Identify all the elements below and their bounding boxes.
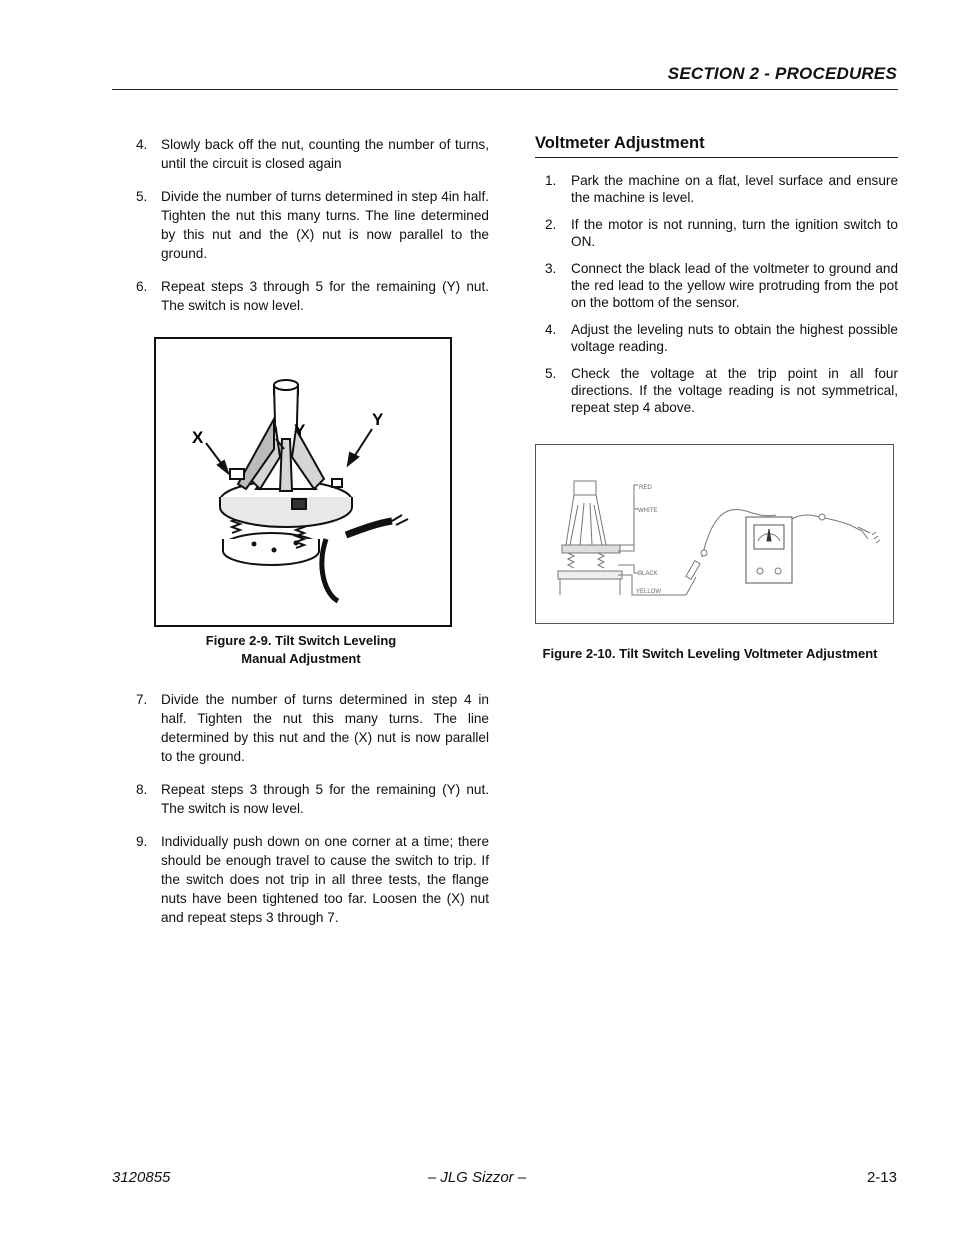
step-text: Repeat steps 3 through 5 for the remaining (Y) nut. The switch is now level. [161,782,489,816]
step-number: 3. [545,261,557,276]
step-number: 8. [136,782,148,797]
step-number: 5. [545,366,557,381]
figure-voltmeter-adjustment [535,444,894,624]
left-steps-upper [136,135,489,315]
step-text: Divide the number of turns determined in step 4 in half. Tighten the nut this many turns. The line determined by this nut and the (X) nut is now parallel to the ground. [161,692,489,764]
caption-line: Manual Adjustment [241,651,361,666]
step-text: Check the voltage at the trip point in all four directions. If the voltage reading is not symmetrical, repeat step 4 above. [571,366,898,415]
step-text: Park the machine on a flat, level surface and ensure the machine is level. [571,173,898,205]
section-title: SECTION 2 - PROCEDURES [667,64,897,83]
figure-10-caption: Figure 2-10. Tilt Switch Leveling Voltmeter Adjustment [542,646,878,661]
step-text: Slowly back off the nut, counting the number of turns, until the circuit is closed again [161,137,489,171]
step-text: Individually push down on one corner at a time; there should be enough travel to cause the switch to trip. If the switch does not trip in all three tests, the flange nuts have been tightened too far. Loosen the (X) nut and repeat steps 3 through 7. [161,834,489,925]
step-number: 5. [136,189,148,204]
step-text: Connect the black lead of the voltmeter to ground and the red lead to the yellow wire protruding from the pot on the bottom of the sensor. [571,261,898,310]
tilt-switch-illustration [156,339,450,625]
header-divider [112,89,898,90]
step-text: Adjust the leveling nuts to obtain the highest possible voltage reading. [571,322,898,354]
step-number: 4. [545,322,557,337]
voltmeter-steps [535,172,898,416]
product-name: – JLG Sizzor – [427,1169,527,1186]
list-item [136,832,489,927]
label-y-inner: Y [294,421,306,440]
step-number: 2. [545,217,557,232]
wire-label-red: RED [639,485,652,491]
caption-line: Figure 2-9. Tilt Switch Leveling [205,633,397,648]
step-text: Divide the number of turns determined in step 4in half. Tighten the nut this many turns. The line determined by this nut and the (X) nut is now parallel to the ground. [161,189,489,261]
step-text: If the motor is not running, turn the ignition switch to ON. [571,217,898,249]
list-item [136,187,489,263]
step-number: 7. [136,692,148,707]
list-item [136,277,489,315]
wire-label-black: BLACK [638,571,658,577]
step-text: Repeat steps 3 through 5 for the remaining (Y) nut. The switch is now level. [161,279,489,313]
voltmeter-heading: Voltmeter Adjustment [535,134,898,158]
step-number: 6. [136,279,148,294]
left-steps-lower [136,690,489,927]
wire-label-yellow: YELLOW [636,589,662,595]
list-item [535,216,898,250]
list-item [535,365,898,416]
page-number: 2-13 [866,1169,897,1186]
list-item [136,135,489,173]
figure-tilt-switch-manual [154,337,452,627]
wire-label-white: WHITE [638,508,658,514]
figure-9-caption [154,632,448,668]
step-number: 1. [545,173,557,188]
doc-number: 3120855 [112,1169,171,1186]
step-number: 9. [136,834,148,849]
list-item [136,780,489,818]
list-item [535,321,898,355]
list-item [136,690,489,766]
list-item [535,260,898,311]
label-x: X [192,428,204,447]
list-item [535,172,898,206]
label-y-outer: Y [372,410,384,429]
voltmeter-wiring-illustration [536,445,893,623]
step-number: 4. [136,137,148,152]
